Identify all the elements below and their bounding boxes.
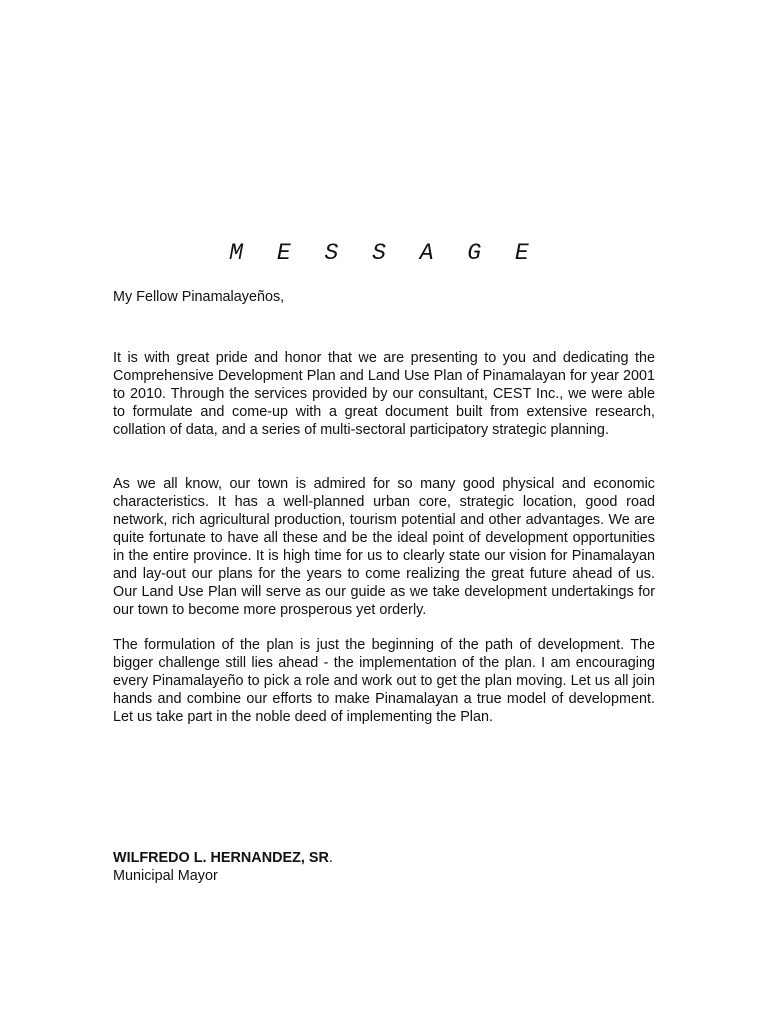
page-title: M E S S A G E bbox=[229, 240, 539, 266]
paragraph-1: It is with great pride and honor that we are presenting to you and dedicating the Comprehensive Development Plan and Land Use Plan of Pinamalayan for year 2001 to 2010. Through the services provided by our consultant, CEST Inc., we were able to formulate and come-up with a great document built from extensive research, collation of data, and a series of multi-sectoral participatory strategic planning. bbox=[113, 350, 655, 438]
signatory-name-suffix: . bbox=[328, 850, 333, 866]
signatory-name-text: WILFREDO L. HERNANDEZ, SR bbox=[113, 850, 329, 866]
paragraph-3: The formulation of the plan is just the beginning of the path of development. The bigger challenge still lies ahead - the implementation of the plan. I am encouraging every Pinamalayeño to pick a role and work out to get the plan moving. Let us all join hands and combine our efforts to make Pinamalayan a true model of development. Let us take part in the noble deed of implementing the Plan. bbox=[113, 637, 655, 725]
signatory-position: Municipal Mayor bbox=[113, 868, 218, 884]
signature-block bbox=[113, 849, 333, 885]
signatory-name bbox=[113, 849, 333, 867]
paragraph-2: As we all know, our town is admired for so many good physical and economic characteristics. It has a well-planned urban core, strategic location, good road network, rich agricultural production, tourism potential and other advantages. We are quite fortunate to have all these and be the ideal point of development opportunities in the entire province. It is high time for us to clearly state our vision for Pinamalayan and lay-out our plans for the years to come realizing the great future ahead of us. Our Land Use Plan will serve as our guide as we take development undertakings for our town to become more prosperous yet orderly. bbox=[113, 476, 655, 618]
salutation: My Fellow Pinamalayeños, bbox=[113, 289, 285, 305]
